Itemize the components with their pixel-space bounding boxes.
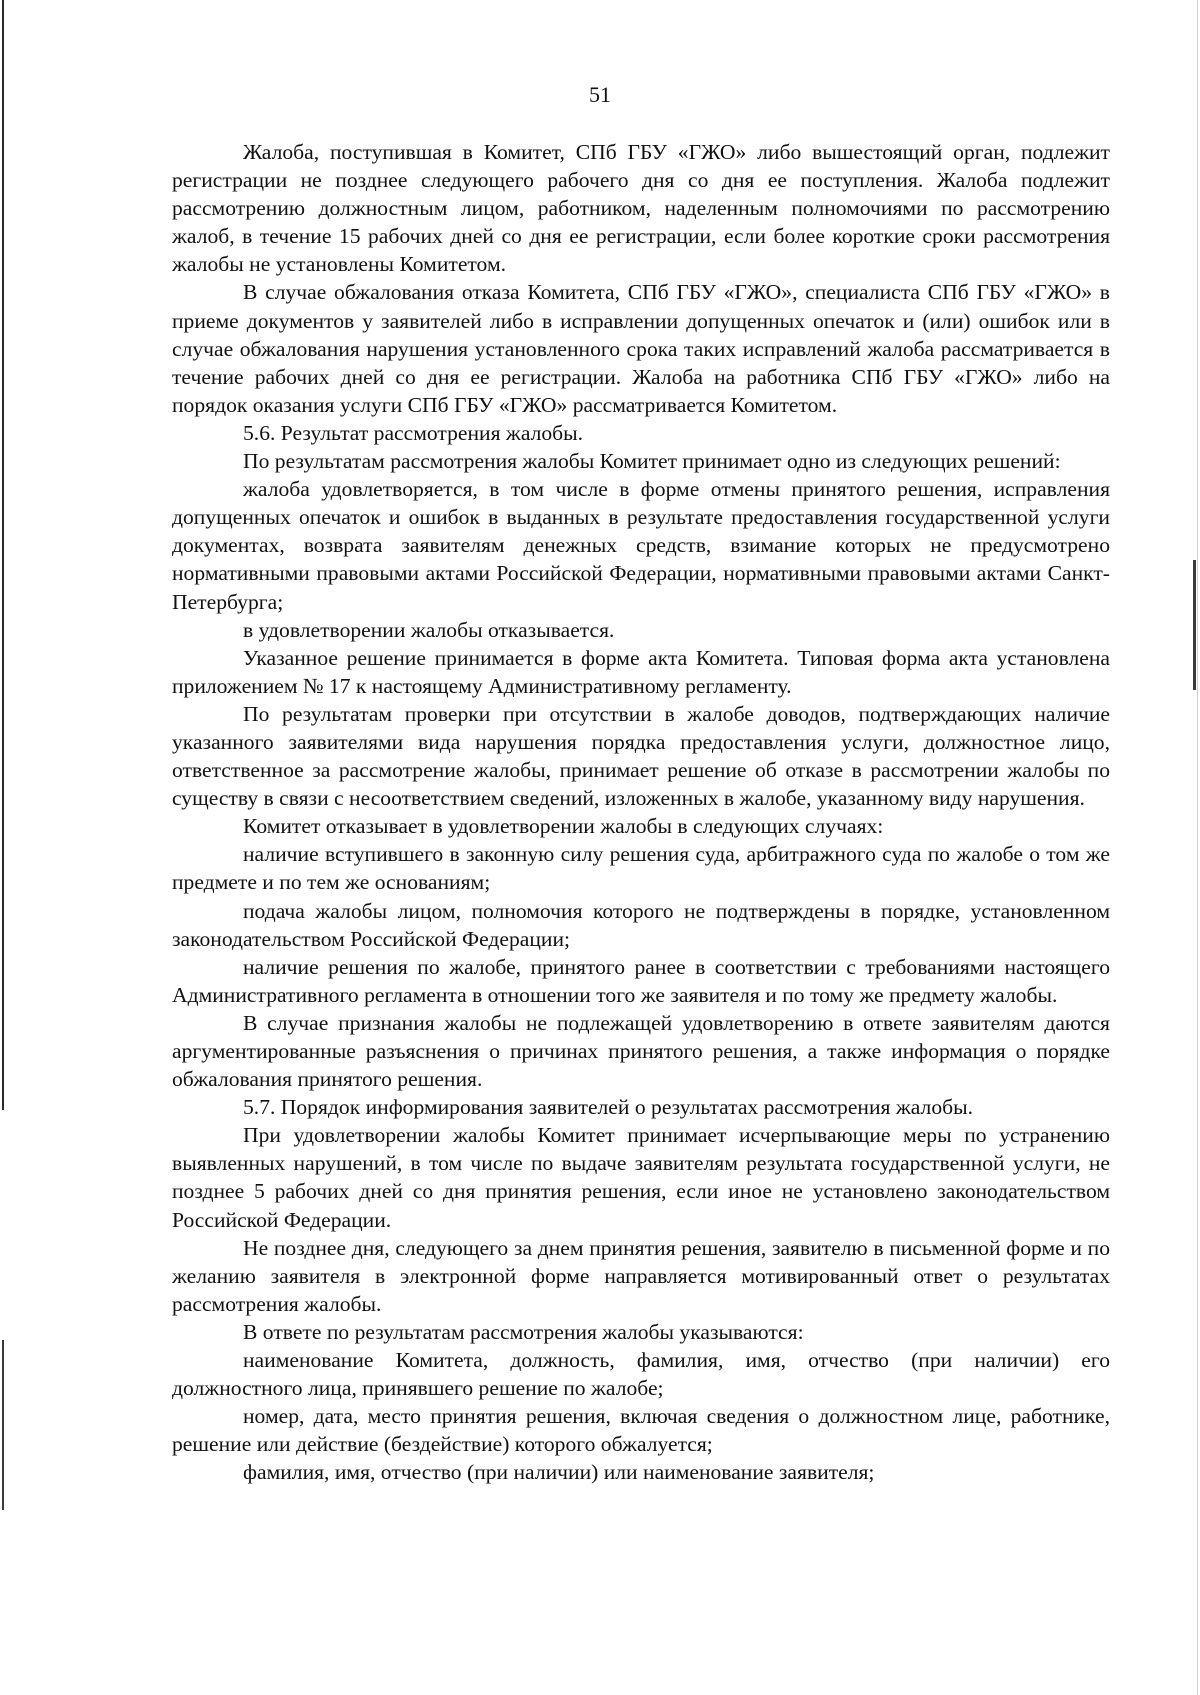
scan-edge-left-lower bbox=[2, 1340, 4, 1510]
list-item-court-decision: наличие вступившего в законную силу решения суда, арбитражного суда по жалобе о том же предмете и по тем же основаниям; bbox=[172, 842, 1110, 895]
document-body bbox=[172, 138, 1110, 1487]
section-heading-5-7: 5.7. Порядок информирования заявителей о результатах рассмотрения жалобы. bbox=[243, 1095, 974, 1120]
paragraph-7: Указанное решение принимается в форме акта Комитета. Типовая форма акта установлена приложением № 17 к настоящему Административному регламенту. bbox=[172, 645, 1110, 698]
list-item-decision-number: номер, дата, место принятия решения, включая сведения о должностном лице, работнике, решение или действие (бездействие) которого обжалуется; bbox=[172, 1404, 1110, 1457]
list-item-unconfirmed-authority: подача жалобы лицом, полномочия которого не подтверждены в порядке, установленном законодательством Российской Федерации; bbox=[172, 898, 1110, 951]
list-item-applicant-name: фамилия, имя, отчество (при наличии) или наименование заявителя; bbox=[243, 1460, 875, 1485]
paragraph-8: По результатам проверки при отсутствии в жалобе доводов, подтверждающих наличие указанного заявителями вида нарушения порядка предоставления услуги, должностное лицо, ответственное за рассмотрение жалобы, принимает решение об отказе в рассмотрении жалобы по существу в связи с несоответствием сведений, изложенных в жалобе, указанному виду нарушения. bbox=[172, 701, 1110, 811]
list-item-complaint-refused: в удовлетворении жалобы отказывается. bbox=[243, 617, 615, 642]
paragraph-13: В случае признания жалобы не подлежащей удовлетворению в ответе заявителям даются аргументированные разъяснения о причинах принятого решения, а также информация о порядке обжалования принятого решения. bbox=[172, 1010, 1110, 1092]
paragraph-4: По результатам рассмотрения жалобы Комитет принимает одно из следующих решений: bbox=[243, 449, 1061, 474]
paragraph-2: В случае обжалования отказа Комитета, СПб ГБУ «ГЖО», специалиста СПб ГБУ «ГЖО» в приеме документов у заявителей либо в исправлении допущенных опечаток и (или) ошибок или в случае обжалования нарушения установленного срока таких исправлений жалоба рассматривается в течение рабочих дней со дня ее регистрации. Жалоба на работника СПб ГБУ «ГЖО» либо на порядок оказания услуги СПб ГБУ «ГЖО» рассматривается Комитетом. bbox=[172, 280, 1110, 417]
paragraph-9: Комитет отказывает в удовлетворении жалобы в следующих случаях: bbox=[243, 814, 884, 839]
paragraph-1: Жалоба, поступившая в Комитет, СПб ГБУ «ГЖО» либо вышестоящий орган, подлежит регистрации не позднее следующего рабочего дня со дня ее поступления. Жалоба подлежит рассмотрению должностным лицом, работником, наделенным полномочиями по рассмотрению жалоб, в течение 15 рабочих дней со дня ее регистрации, если более короткие сроки рассмотрения жалобы не установлены Комитетом. bbox=[172, 140, 1110, 277]
scan-edge-right bbox=[1193, 560, 1196, 690]
paragraph-16: Не позднее дня, следующего за днем принятия решения, заявителю в письменной форме и по желанию заявителя в электронной форме направляется мотивированный ответ о результатах рассмотрения жалобы. bbox=[172, 1235, 1110, 1316]
section-heading-5-6: 5.6. Результат рассмотрения жалобы. bbox=[243, 420, 584, 445]
scan-edge-left bbox=[2, 0, 4, 1110]
list-item-prior-decision: наличие решения по жалобе, принятого ранее в соответствии с требованиями настоящего Административного регламента в отношении того же заявителя и по тому же предмету жалобы. bbox=[172, 954, 1110, 1007]
list-item-committee-name: наименование Комитета, должность, фамилия, имя, отчество (при наличии) его должностного лица, принявшего решение по жалобе; bbox=[172, 1348, 1110, 1401]
list-item-complaint-satisfied: жалоба удовлетворяется, в том числе в форме отмены принятого решения, исправления допущенных опечаток и ошибок в выданных в результате предоставления государственной услуги документах, возврата заявителям денежных средств, взимание которых не предусмотрено нормативными правовыми актами Российской Федерации, нормативными правовыми актами Санкт-Петербурга; bbox=[172, 477, 1110, 614]
page-number: 51 bbox=[589, 82, 611, 107]
paragraph-15: При удовлетворении жалобы Комитет принимает исчерпывающие меры по устранению выявленных нарушений, в том числе по выдаче заявителям результата государственной услуги, не позднее 5 рабочих дней со дня принятия решения, если иное не установлено законодательством Российской Федерации. bbox=[172, 1123, 1110, 1232]
scan-edge-right-border bbox=[1197, 0, 1198, 1695]
paragraph-17: В ответе по результатам рассмотрения жалобы указываются: bbox=[243, 1319, 804, 1344]
